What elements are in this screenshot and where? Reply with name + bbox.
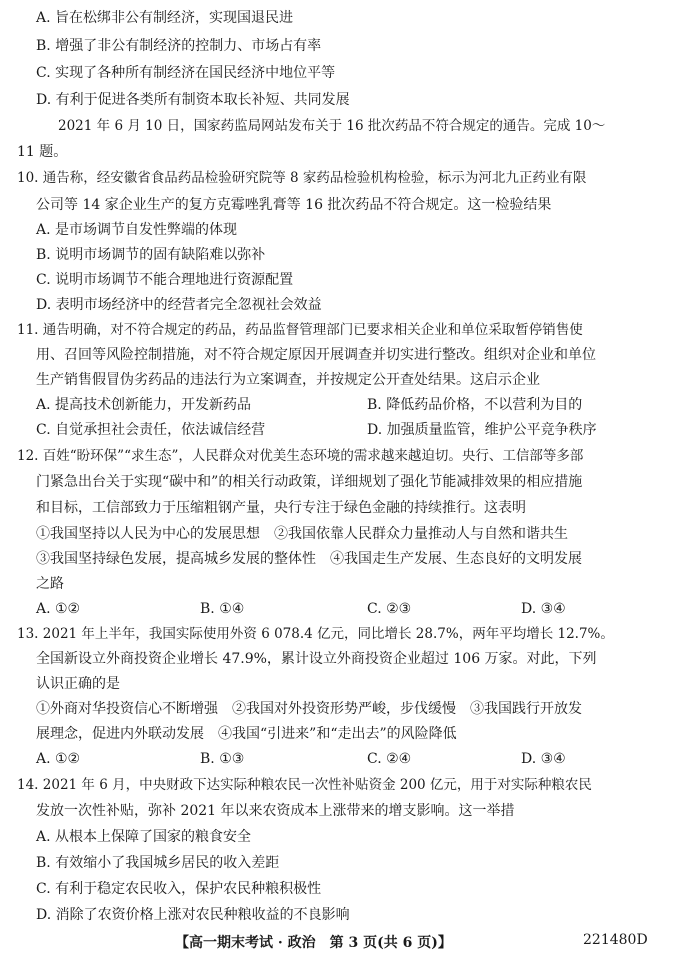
q11-option-d: D. 加强质量监管，维护公平竞争秩序 — [367, 422, 597, 438]
q9-option-b: B. 增强了非公有制经济的控制力、市场占有率 — [36, 38, 322, 54]
q12-option-d: D. ③④ — [521, 601, 566, 617]
q12-option-a: A. ①② — [36, 601, 81, 617]
q14-stem-line-2: 发放一次性补贴，弥补 2021 年以来农资成本上涨带来的增支影响。这一举措 — [36, 803, 515, 819]
q13-stem-line-3: 认识正确的是 — [36, 676, 120, 692]
q14-option-a: A. 从根本上保障了国家的粮食安全 — [36, 829, 252, 845]
q11-stem-line-2: 用、召回等风险控制措施，对不符合规定原因开展调查并切实进行整改。组织对企业和单位 — [36, 347, 596, 363]
q14-option-c: C. 有利于稳定农民收入，保护农民种粮积极性 — [36, 881, 322, 897]
q12-option-b: B. ①④ — [200, 601, 245, 617]
q12-item-line-1: ①我国坚持以人民为中心的发展思想 ②我国依靠人民群众力量推动人与自然和谐共生 — [36, 526, 568, 542]
q14-option-b: B. 有效缩小了我国城乡居民的收入差距 — [36, 855, 280, 871]
footer-title: 【高一期末考试 · 政治 第 3 页(共 6 页)】 — [175, 935, 452, 951]
q9-option-d: D. 有利于促进各类所有制资本取长补短、共同发展 — [36, 92, 350, 108]
q10-option-a: A. 是市场调节自发性弊端的体现 — [36, 222, 238, 238]
q9-option-a: A. 旨在松绑非公有制经济，实现国退民进 — [36, 10, 294, 26]
q11-option-b: B. 降低药品价格，不以营利为目的 — [367, 397, 583, 413]
q13-item-line-2: 展理念，促进内外联动发展 ④我国“引进来”和“走出去”的风险降低 — [36, 726, 457, 742]
page-footer — [0, 932, 677, 952]
q13-option-a: A. ①② — [36, 751, 81, 767]
intro-line-2: 11 题。 — [17, 144, 68, 160]
q13-option-d: D. ③④ — [521, 751, 566, 767]
q12-stem-line-1: 12. 百姓“盼环保”“求生态”，人民群众对优美生态环境的需求越来越迫切。央行、工信部等多部 — [17, 448, 584, 464]
q12-item-line-3: 之路 — [36, 576, 64, 592]
q10-option-c: C. 说明市场调节不能合理地进行资源配置 — [36, 272, 294, 288]
q9-option-c: C. 实现了各种所有制经济在国民经济中地位平等 — [36, 65, 336, 81]
q13-option-c: C. ②④ — [367, 751, 412, 767]
q12-stem-line-3: 和目标，工信部致力于压缩粗钢产量，央行专注于绿色金融的持续推行。这表明 — [36, 500, 526, 516]
q10-option-b: B. 说明市场调节的固有缺陷难以弥补 — [36, 247, 266, 263]
q14-option-d: D. 消除了农资价格上涨对农民种粮收益的不良影响 — [36, 907, 350, 923]
q13-stem-line-1: 13. 2021 年上半年，我国实际使用外资 6 078.4 亿元，同比增长 28.7%，两年平均增长 12.7%。 — [17, 626, 614, 642]
q13-item-line-1: ①外商对华投资信心不断增强 ②我国对外投资形势严峻，步伐缓慢 ③我国践行开放发 — [36, 701, 582, 717]
q10-stem-line-2: 公司等 14 家企业生产的复方克霉唑乳膏等 16 批次药品不符合规定。这一检验结果 — [36, 197, 552, 213]
q12-item-line-2: ③我国坚持绿色发展，提高城乡发展的整体性 ④我国走生产发展、生态良好的文明发展 — [36, 551, 582, 567]
q13-stem-line-2: 全国新设立外商投资企业增长 47.9%，累计设立外商投资企业超过 106 万家。对此，下列 — [36, 651, 597, 667]
intro-line-1: 2021 年 6 月 10 日，国家药监局网站发布关于 16 批次药品不符合规定的通告。完成 10～ — [58, 118, 606, 134]
q14-stem-line-1: 14. 2021 年 6 月，中央财政下达实际种粮农民一次性补贴资金 200 亿元，用于对实际种粮农民 — [17, 777, 592, 793]
q10-stem-line-1: 10. 通告称，经安徽省食品药品检验研究院等 8 家药品检验机构检验，标示为河北九正药业有限 — [17, 170, 587, 186]
q13-option-b: B. ①③ — [200, 751, 245, 767]
q11-stem-line-3: 生产销售假冒伪劣药品的违法行为立案调查，并按规定公开查处结果。这启示企业 — [36, 372, 540, 388]
q12-stem-line-2: 门紧急出台关于实现“碳中和”的相关行动政策，详细规划了强化节能减排效果的相应措施 — [36, 474, 583, 490]
q11-stem-line-1: 11. 通告明确，对不符合规定的药品，药品监督管理部门已要求相关企业和单位采取暂停销售使 — [17, 322, 583, 338]
q10-option-d: D. 表明市场经济中的经营者完全忽视社会效益 — [36, 297, 322, 313]
q12-option-c: C. ②③ — [367, 601, 412, 617]
q11-option-a: A. 提高技术创新能力，开发新药品 — [36, 397, 252, 413]
q11-option-c: C. 自觉承担社会责任，依法诚信经营 — [36, 422, 266, 438]
footer-code: 221480D — [583, 932, 648, 948]
